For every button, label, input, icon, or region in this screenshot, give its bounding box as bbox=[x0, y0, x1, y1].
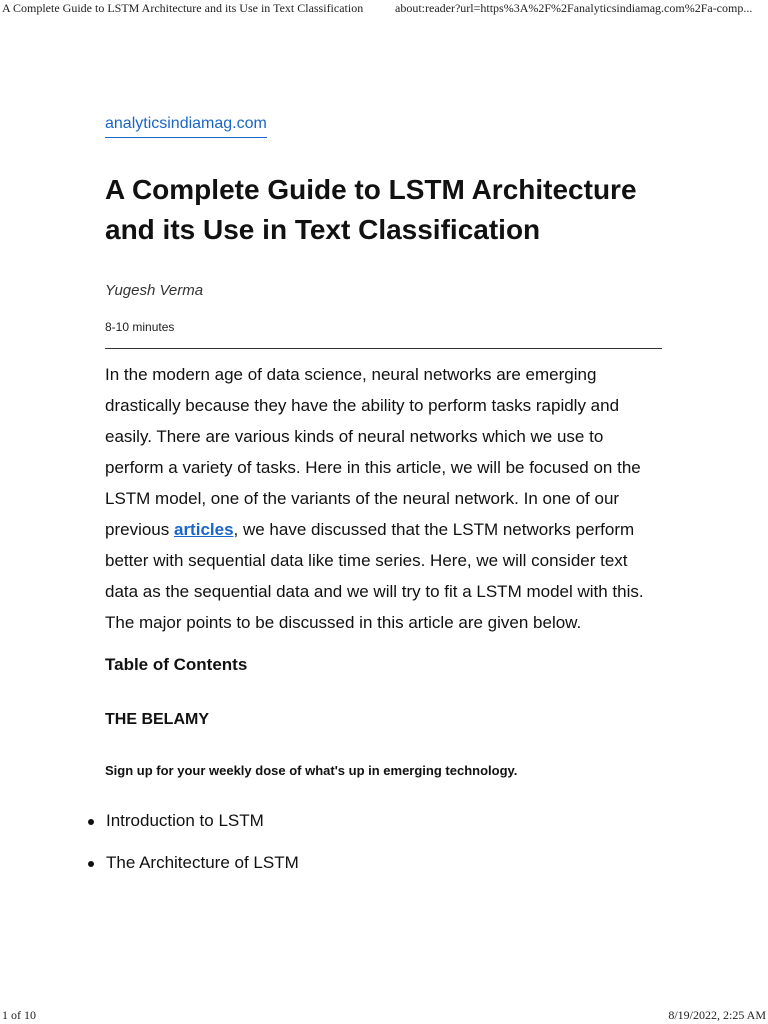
bullet-icon bbox=[88, 819, 94, 825]
source-domain-link[interactable]: analyticsindiamag.com bbox=[105, 114, 267, 138]
print-header-title: A Complete Guide to LSTM Architecture and its Use in Text Classification bbox=[2, 1, 364, 15]
intro-text-after-link: , we have discussed that the LSTM networks perform better with sequential data like time series. Here, we will consider text data as the sequential data and we will try to fit a LSTM model with this. The major points to be discussed in this article are given below. bbox=[105, 520, 644, 632]
newsletter-name: THE BELAMY bbox=[105, 711, 209, 728]
article-author: Yugesh Verma bbox=[105, 282, 204, 299]
toc-item-label: The Architecture of LSTM bbox=[106, 853, 299, 872]
intro-text-before-link: In the modern age of data science, neural networks are emerging drastically because they have the ability to perform tasks rapidly and easily. There are various kinds of neural networks which we use to perform a variety of tasks. Here in this article, we will be focused on the LSTM model, one of the variants of the neural network. In one of our previous bbox=[105, 365, 641, 539]
toc-item-label: Introduction to LSTM bbox=[106, 811, 264, 830]
print-datetime: 8/19/2022, 2:25 AM bbox=[668, 1008, 766, 1022]
header-divider bbox=[105, 348, 662, 349]
toc-list bbox=[85, 810, 665, 874]
print-header bbox=[0, 0, 768, 18]
article-title: A Complete Guide to LSTM Architecture and its Use in Text Classification bbox=[105, 174, 637, 245]
reading-time: 8-10 minutes bbox=[105, 320, 175, 334]
intro-paragraph bbox=[105, 359, 665, 638]
print-footer bbox=[0, 1006, 768, 1024]
page-number: 1 of 10 bbox=[2, 1008, 36, 1022]
list-item bbox=[85, 852, 665, 874]
reader-article bbox=[105, 114, 665, 894]
articles-link[interactable]: articles bbox=[173, 520, 234, 539]
bullet-icon bbox=[88, 861, 94, 867]
toc-heading: Table of Contents bbox=[105, 655, 248, 674]
newsletter-signup-text: Sign up for your weekly dose of what's up in emerging technology. bbox=[105, 763, 518, 778]
print-header-url: about:reader?url=https%3A%2F%2Fanalyticsindiamag.com%2Fa-comp... bbox=[395, 1, 753, 15]
list-item bbox=[85, 810, 665, 832]
